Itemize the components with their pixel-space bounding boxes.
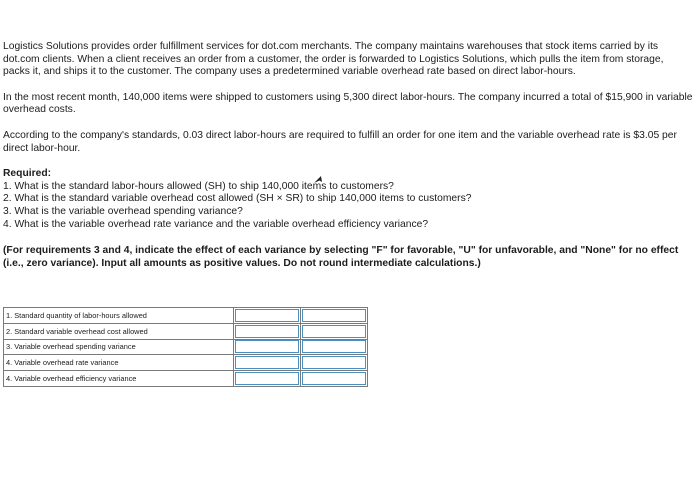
table-row <box>4 308 368 324</box>
row-label: 4. Variable overhead efficiency variance <box>4 371 234 387</box>
problem-paragraph-2: In the most recent month, 140,000 items were shipped to customers using 5,300 direct labor-hours. The company incurred a total of $15,900 in variable overhead costs. <box>3 91 693 116</box>
row-label: 1. Standard quantity of labor-hours allowed <box>4 308 234 324</box>
table-row <box>4 355 368 371</box>
required-item-2: 2. What is the standard variable overhead cost allowed (SH × SR) to ship 140,000 items to customers? <box>3 193 472 205</box>
answer-effect-input[interactable] <box>302 372 366 385</box>
mouse-cursor-icon <box>312 173 324 185</box>
row-label: 3. Variable overhead spending variance <box>4 339 234 355</box>
problem-content <box>3 41 693 270</box>
required-instruction: (For requirements 3 and 4, indicate the effect of each variance by selecting "F" for favorable, "U" for unfavorable, and "None" for no effect (i.e., zero variance). Input all amounts as positive values. Do not round intermediate calculations.) <box>3 245 679 269</box>
required-list <box>3 181 693 231</box>
answer-effect-input[interactable] <box>302 340 366 353</box>
answer-effect-input[interactable] <box>302 309 366 322</box>
table-row <box>4 323 368 339</box>
required-item-4: 4. What is the variable overhead rate variance and the variable overhead efficiency variance? <box>3 218 429 230</box>
answer-value-input[interactable] <box>235 372 299 385</box>
row-label: 4. Variable overhead rate variance <box>4 355 234 371</box>
answer-value-input[interactable] <box>235 340 299 353</box>
problem-paragraph-3: According to the company's standards, 0.03 direct labor-hours are required to fulfill an order for one item and the variable overhead rate is $3.05 per direct labor-hour. <box>3 129 677 154</box>
required-item-1: 1. What is the standard labor-hours allowed (SH) to ship 140,000 items to customers? <box>3 180 394 192</box>
answer-value-input[interactable] <box>235 325 299 338</box>
answer-effect-input[interactable] <box>302 325 366 338</box>
problem-intro: Logistics Solutions provides order fulfillment services for dot.com merchants. The company maintains warehouses that stock items carried by its dot.com clients. When a client receives an order from a customer, the order is forwarded to Logistics Solutions, which pulls the item from storage, packs it, and ships it to the customer. The company uses a predetermined variable overhead rate based on direct labor-hours. <box>3 41 664 78</box>
answer-value-input[interactable] <box>235 356 299 369</box>
answer-effect-input[interactable] <box>302 356 366 369</box>
required-item-3: 3. What is the variable overhead spending variance? <box>3 205 243 217</box>
required-title: Required: <box>3 168 52 180</box>
answer-value-input[interactable] <box>235 309 299 322</box>
table-row <box>4 371 368 387</box>
row-label: 2. Standard variable overhead cost allowed <box>4 323 234 339</box>
answer-table <box>3 307 368 387</box>
table-row <box>4 339 368 355</box>
